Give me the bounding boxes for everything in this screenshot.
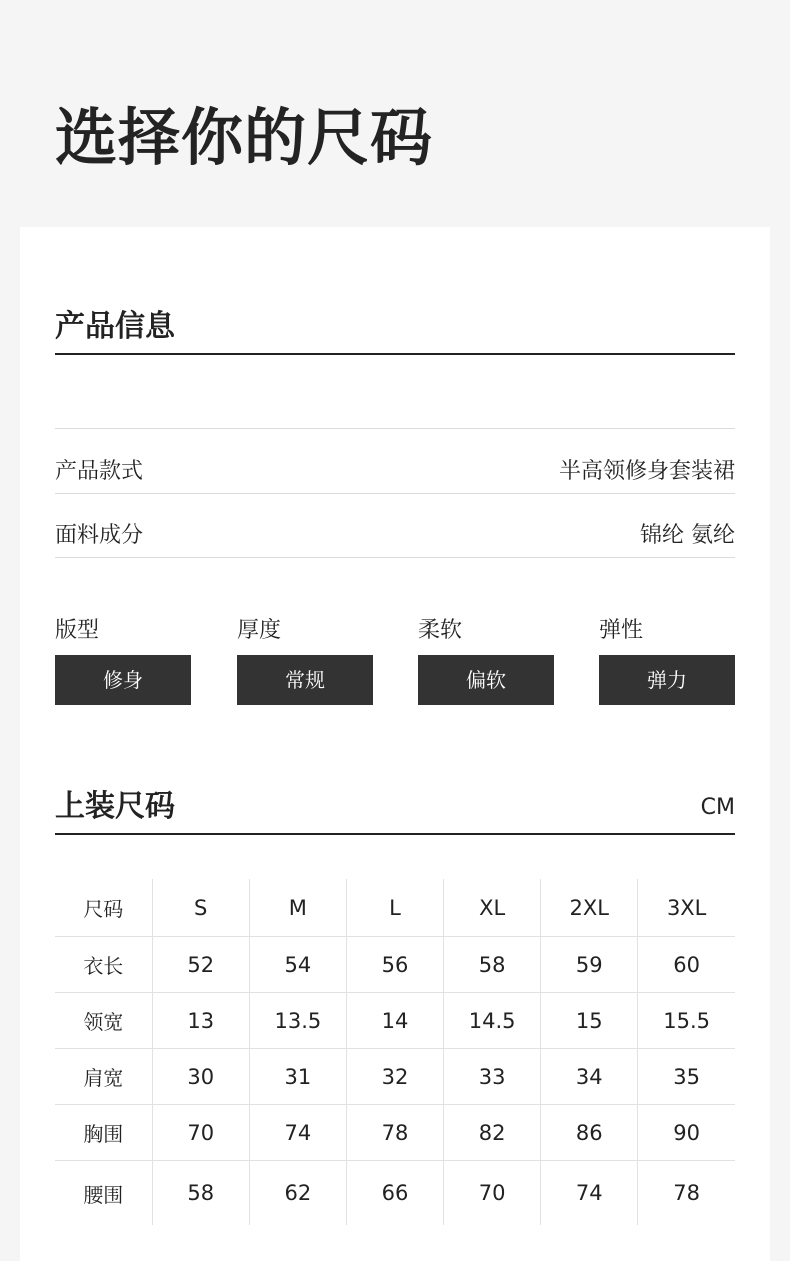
table-cell: 74 xyxy=(249,1105,346,1161)
info-row-style xyxy=(55,452,735,492)
product-info-title: 产品信息 xyxy=(55,309,175,344)
row-label: 肩宽 xyxy=(55,1049,152,1105)
table-cell: 54 xyxy=(249,937,346,993)
table-cell: 59 xyxy=(541,937,638,993)
table-cell: 35 xyxy=(638,1049,735,1105)
attribute-thickness xyxy=(237,611,373,705)
attribute-label: 弹性 xyxy=(599,618,644,643)
table-cell: 86 xyxy=(541,1105,638,1161)
table-cell: 60 xyxy=(638,937,735,993)
attribute-label: 厚度 xyxy=(237,618,282,643)
table-cell: 14 xyxy=(346,993,443,1049)
divider xyxy=(55,493,735,494)
table-header-cell: M xyxy=(249,879,346,937)
table-header-cell: S xyxy=(152,879,249,937)
info-value: 半高领修身套装裙 xyxy=(558,459,735,484)
table-cell: 66 xyxy=(346,1161,443,1226)
table-cell: 33 xyxy=(444,1049,541,1105)
table-cell: 78 xyxy=(638,1161,735,1226)
table-row xyxy=(55,993,735,1049)
size-chart-header xyxy=(55,785,735,835)
table-header-cell: 3XL xyxy=(638,879,735,937)
attribute-value-tag: 偏软 xyxy=(418,655,554,705)
table-cell: 74 xyxy=(541,1161,638,1226)
divider xyxy=(55,557,735,558)
table-row xyxy=(55,1105,735,1161)
table-cell: 56 xyxy=(346,937,443,993)
unit-label: CM xyxy=(700,795,735,820)
row-label: 腰围 xyxy=(83,1182,124,1207)
table-cell: 15.5 xyxy=(638,993,735,1049)
attribute-softness xyxy=(418,611,554,705)
row-label: 衣长 xyxy=(55,937,152,993)
row-label: 领宽 xyxy=(55,993,152,1049)
table-cell: 58 xyxy=(444,937,541,993)
table-cell: 70 xyxy=(152,1105,249,1161)
attribute-fit xyxy=(55,611,191,705)
table-header-cell: L xyxy=(346,879,443,937)
row-label: 胸围 xyxy=(55,1105,152,1161)
table-cell: 62 xyxy=(249,1161,346,1226)
table-cell: 14.5 xyxy=(444,993,541,1049)
size-chart-title: 上装尺码 xyxy=(55,789,175,824)
info-row-fabric xyxy=(55,516,735,556)
size-table xyxy=(55,879,735,1225)
table-header-cell: XL xyxy=(444,879,541,937)
info-value: 锦纶 氨纶 xyxy=(640,523,735,548)
size-guide-card xyxy=(20,227,770,1261)
attribute-label: 版型 xyxy=(55,618,100,643)
info-label: 产品款式 xyxy=(55,459,144,484)
table-cell: 58 xyxy=(152,1161,249,1226)
table-row xyxy=(55,1161,735,1226)
table-cell: 82 xyxy=(444,1105,541,1161)
table-cell: 13 xyxy=(152,993,249,1049)
attribute-elasticity xyxy=(599,611,735,705)
table-header-cell: 2XL xyxy=(541,879,638,937)
page-title: 选择你的尺码 xyxy=(55,101,434,174)
table-cell: 13.5 xyxy=(249,993,346,1049)
table-row xyxy=(55,1049,735,1105)
info-label: 面料成分 xyxy=(55,523,144,548)
product-info-header xyxy=(55,305,735,355)
table-cell: 52 xyxy=(152,937,249,993)
attribute-label: 柔软 xyxy=(418,618,463,643)
table-cell: 90 xyxy=(638,1105,735,1161)
table-cell: 78 xyxy=(346,1105,443,1161)
table-cell: 34 xyxy=(541,1049,638,1105)
attribute-value-tag: 常规 xyxy=(237,655,373,705)
table-row xyxy=(55,937,735,993)
attribute-value-tag: 修身 xyxy=(55,655,191,705)
attribute-value-tag: 弹力 xyxy=(599,655,735,705)
table-cell: 32 xyxy=(346,1049,443,1105)
table-cell: 70 xyxy=(444,1161,541,1226)
table-cell: 30 xyxy=(152,1049,249,1105)
table-header-row xyxy=(55,879,735,937)
table-cell: 15 xyxy=(541,993,638,1049)
table-header-cell: 尺码 xyxy=(55,879,152,937)
table-cell: 31 xyxy=(249,1049,346,1105)
divider xyxy=(55,428,735,429)
